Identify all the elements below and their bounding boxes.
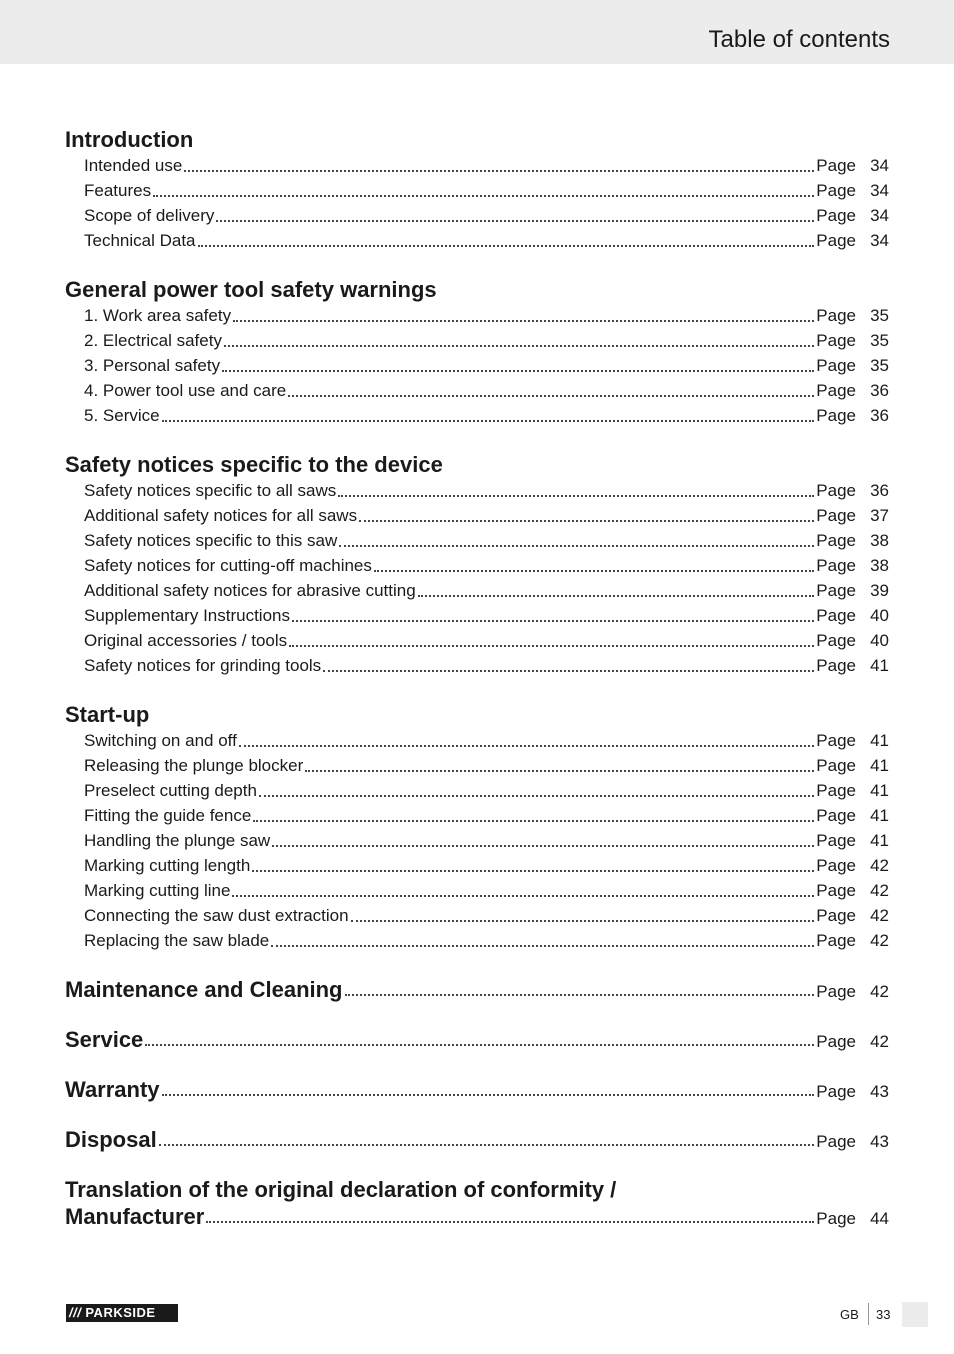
dot-leader xyxy=(351,920,815,922)
page-number-ref: 41 xyxy=(870,781,889,800)
dot-leader xyxy=(239,745,815,747)
page-word: Page xyxy=(816,756,856,775)
entry-label: Safety notices specific to all saws xyxy=(84,481,337,500)
section-gap xyxy=(65,1103,889,1126)
page-number-ref: 42 xyxy=(870,931,889,950)
page-number-ref: 35 xyxy=(870,306,889,325)
page-number-ref: 41 xyxy=(870,806,889,825)
toc-final-entry[interactable] xyxy=(65,1203,889,1230)
page-number-ref: 42 xyxy=(870,881,889,900)
page-number-ref: 34 xyxy=(870,181,889,200)
page-number-ref: 34 xyxy=(870,206,889,225)
page-ref xyxy=(816,203,889,228)
page-ref xyxy=(816,403,889,428)
dot-leader xyxy=(305,770,814,772)
page-tab xyxy=(902,1302,928,1327)
toc-section xyxy=(65,126,889,253)
dot-leader xyxy=(232,895,814,897)
page-number-ref: 36 xyxy=(870,481,889,500)
section-heading: General power tool safety warnings xyxy=(65,277,437,302)
page-number-ref: 42 xyxy=(870,1032,889,1051)
dot-leader xyxy=(233,320,814,322)
page-word: Page xyxy=(816,531,856,550)
dot-leader xyxy=(339,545,814,547)
page-number: 33 xyxy=(876,1307,891,1322)
section-gap xyxy=(65,428,889,451)
dot-leader xyxy=(153,195,814,197)
entry-label: Releasing the plunge blocker xyxy=(84,756,304,775)
page-ref xyxy=(816,353,889,378)
toc-entry[interactable] xyxy=(65,178,889,203)
page-word: Page xyxy=(816,1032,856,1051)
section-heading: Start-up xyxy=(65,702,150,727)
page-ref xyxy=(816,178,889,203)
page-number-ref: 43 xyxy=(870,1132,889,1151)
toc-entry[interactable] xyxy=(65,153,889,178)
toc-entry[interactable] xyxy=(65,528,889,553)
entry-label: Safety notices specific to this saw xyxy=(84,531,338,550)
entry-label: Replacing the saw blade xyxy=(84,931,270,950)
page-number-ref: 41 xyxy=(870,731,889,750)
page-word: Page xyxy=(816,731,856,750)
toc-entry[interactable] xyxy=(65,828,889,853)
toc-entry[interactable] xyxy=(65,653,889,678)
entry-label: 2. Electrical safety xyxy=(84,331,222,350)
page-number-ref: 37 xyxy=(870,506,889,525)
dot-leader xyxy=(162,1094,815,1096)
page-word: Page xyxy=(816,856,856,875)
page-number-ref: 40 xyxy=(870,631,889,650)
page-number-ref: 35 xyxy=(870,331,889,350)
page-number-ref: 36 xyxy=(870,406,889,425)
toc-entry[interactable] xyxy=(65,503,889,528)
page-word: Page xyxy=(816,982,856,1001)
toc-headline-entry[interactable] xyxy=(65,1076,889,1103)
page-word: Page xyxy=(816,881,856,900)
dot-leader xyxy=(271,945,814,947)
page-word: Page xyxy=(816,181,856,200)
toc-headline-entry[interactable] xyxy=(65,1126,889,1153)
page-ref xyxy=(816,981,889,1003)
page-number-ref: 34 xyxy=(870,231,889,250)
section-gap xyxy=(65,1003,889,1026)
page-ref xyxy=(816,303,889,328)
entry-label: Features xyxy=(84,181,152,200)
page-number-ref: 42 xyxy=(870,856,889,875)
language-code: GB xyxy=(840,1307,859,1322)
toc-entry[interactable] xyxy=(65,803,889,828)
section-heading: Safety notices specific to the device xyxy=(65,452,443,477)
page-word: Page xyxy=(816,606,856,625)
page-number-ref: 43 xyxy=(870,1082,889,1101)
page-word: Page xyxy=(816,806,856,825)
toc-entry[interactable] xyxy=(65,378,889,403)
entry-label: Safety notices for cutting-off machines xyxy=(84,556,372,575)
page-word: Page xyxy=(816,931,856,950)
page-ref xyxy=(816,503,889,528)
dot-leader xyxy=(224,345,814,347)
page-number-ref: 38 xyxy=(870,531,889,550)
entry-label: Fitting the guide fence xyxy=(84,806,252,825)
toc-entry[interactable] xyxy=(65,628,889,653)
dot-leader xyxy=(288,395,814,397)
page-ref xyxy=(816,553,889,578)
page-word: Page xyxy=(816,556,856,575)
page-ref xyxy=(816,853,889,878)
dot-leader xyxy=(418,595,815,597)
toc-section xyxy=(65,701,889,953)
dot-leader xyxy=(272,845,814,847)
page-number-ref: 42 xyxy=(870,982,889,1001)
dot-leader xyxy=(289,645,814,647)
entry-label: Marking cutting length xyxy=(84,856,251,875)
dot-leader xyxy=(374,570,814,572)
headline-label: Disposal xyxy=(65,1127,157,1152)
page-word: Page xyxy=(816,506,856,525)
page-word: Page xyxy=(816,206,856,225)
dot-leader xyxy=(162,420,815,422)
page-word: Page xyxy=(816,381,856,400)
toc-entry[interactable] xyxy=(65,553,889,578)
page-word: Page xyxy=(816,656,856,675)
page-word: Page xyxy=(816,831,856,850)
page-title: Table of contents xyxy=(708,26,890,53)
entry-label: 4. Power tool use and care xyxy=(84,381,287,400)
entry-label: Marking cutting line xyxy=(84,881,231,900)
page-word: Page xyxy=(816,1209,856,1228)
page-ref xyxy=(816,728,889,753)
page-ref xyxy=(816,928,889,953)
page-ref xyxy=(816,803,889,828)
page-number-ref: 44 xyxy=(870,1209,889,1228)
brand-name: PARKSIDE xyxy=(85,1305,156,1320)
toc-entry[interactable] xyxy=(65,303,889,328)
page-number-ref: 34 xyxy=(870,156,889,175)
toc-section xyxy=(65,451,889,678)
toc-headline-entry[interactable] xyxy=(65,976,889,1003)
page-ref xyxy=(816,228,889,253)
entry-label: Additional safety notices for abrasive cutting xyxy=(84,581,416,600)
toc-entry[interactable] xyxy=(65,903,889,928)
page-ref xyxy=(816,753,889,778)
entry-label: Safety notices for grinding tools xyxy=(84,656,322,675)
entry-label: 3. Personal safety xyxy=(84,356,221,375)
brand-mark: /// xyxy=(69,1305,82,1320)
dot-leader xyxy=(253,820,814,822)
page-ref xyxy=(816,1208,889,1230)
dot-leader xyxy=(252,870,814,872)
page-word: Page xyxy=(816,331,856,350)
page-number-ref: 40 xyxy=(870,606,889,625)
entry-label: 1. Work area safety xyxy=(84,306,232,325)
toc-entry[interactable] xyxy=(65,203,889,228)
page-number-ref: 36 xyxy=(870,381,889,400)
page-ref xyxy=(816,828,889,853)
toc-entry[interactable] xyxy=(65,603,889,628)
page-ref xyxy=(816,478,889,503)
toc-entry[interactable] xyxy=(65,478,889,503)
page-ref xyxy=(816,1031,889,1053)
page-number-ref: 39 xyxy=(870,581,889,600)
entry-label: Original accessories / tools xyxy=(84,631,288,650)
toc-entry[interactable] xyxy=(65,728,889,753)
dot-leader xyxy=(206,1221,814,1223)
entry-label: Intended use xyxy=(84,156,183,175)
page-ref xyxy=(816,1081,889,1103)
page-word: Page xyxy=(816,231,856,250)
dot-leader xyxy=(292,620,814,622)
section-gap xyxy=(65,253,889,276)
page-ref xyxy=(816,603,889,628)
entry-label: Connecting the saw dust extraction xyxy=(84,906,349,925)
page-number-ref: 41 xyxy=(870,656,889,675)
page-number-ref: 38 xyxy=(870,556,889,575)
page-ref xyxy=(816,878,889,903)
toc-entry[interactable] xyxy=(65,853,889,878)
final-heading-line1: Translation of the original declaration of conformity / xyxy=(65,1177,617,1202)
headline-label: Maintenance and Cleaning xyxy=(65,977,343,1002)
page-number-ref: 35 xyxy=(870,356,889,375)
toc-entry[interactable] xyxy=(65,353,889,378)
dot-leader xyxy=(345,994,815,996)
page-word: Page xyxy=(816,906,856,925)
toc-entry[interactable] xyxy=(65,578,889,603)
brand-logo xyxy=(66,1304,178,1322)
toc-entry[interactable] xyxy=(65,228,889,253)
entry-label: Supplementary Instructions xyxy=(84,606,290,625)
final-heading-line2: Manufacturer xyxy=(65,1204,205,1229)
section-gap xyxy=(65,1153,889,1176)
page-word: Page xyxy=(816,631,856,650)
section-gap xyxy=(65,678,889,701)
page-ref xyxy=(816,378,889,403)
page-word: Page xyxy=(816,1132,856,1151)
page-ref xyxy=(816,1131,889,1153)
toc-entry[interactable] xyxy=(65,878,889,903)
headline-label: Service xyxy=(65,1027,144,1052)
page-word: Page xyxy=(816,581,856,600)
section-gap xyxy=(65,1053,889,1076)
page-word: Page xyxy=(816,356,856,375)
toc-headline-entry[interactable] xyxy=(65,1026,889,1053)
dot-leader xyxy=(323,670,814,672)
page-ref xyxy=(816,628,889,653)
entry-label: Additional safety notices for all saws xyxy=(84,506,358,525)
page-word: Page xyxy=(816,781,856,800)
entry-label: Preselect cutting depth xyxy=(84,781,257,800)
page-word: Page xyxy=(816,306,856,325)
entry-label: Handling the plunge saw xyxy=(84,831,271,850)
toc-section xyxy=(65,276,889,428)
toc-entry[interactable] xyxy=(65,928,889,953)
page-ref xyxy=(816,153,889,178)
page-ref xyxy=(816,328,889,353)
page-ref xyxy=(816,578,889,603)
page-ref xyxy=(816,778,889,803)
toc-entry[interactable] xyxy=(65,753,889,778)
toc-entry[interactable] xyxy=(65,778,889,803)
page-word: Page xyxy=(816,156,856,175)
page-number-ref: 41 xyxy=(870,831,889,850)
toc-entry[interactable] xyxy=(65,403,889,428)
footer-divider xyxy=(868,1303,869,1325)
dot-leader xyxy=(216,220,814,222)
entry-label: Switching on and off xyxy=(84,731,237,750)
section-heading: Introduction xyxy=(65,127,194,152)
dot-leader xyxy=(338,495,814,497)
page-word: Page xyxy=(816,481,856,500)
page-ref xyxy=(816,653,889,678)
dot-leader xyxy=(184,170,814,172)
entry-label: 5. Service xyxy=(84,406,160,425)
dot-leader xyxy=(222,370,814,372)
section-gap xyxy=(65,953,889,976)
toc-entry[interactable] xyxy=(65,328,889,353)
page-ref xyxy=(816,903,889,928)
dot-leader xyxy=(259,795,814,797)
headline-label: Warranty xyxy=(65,1077,160,1102)
page-number-ref: 41 xyxy=(870,756,889,775)
dot-leader xyxy=(359,520,814,522)
dot-leader xyxy=(198,245,815,247)
dot-leader xyxy=(159,1144,815,1146)
dot-leader xyxy=(145,1044,814,1046)
page-word: Page xyxy=(816,1082,856,1101)
entry-label: Technical Data xyxy=(84,231,196,250)
page-number-ref: 42 xyxy=(870,906,889,925)
entry-label: Scope of delivery xyxy=(84,206,215,225)
page-word: Page xyxy=(816,406,856,425)
table-of-contents xyxy=(65,126,889,1230)
page-ref xyxy=(816,528,889,553)
